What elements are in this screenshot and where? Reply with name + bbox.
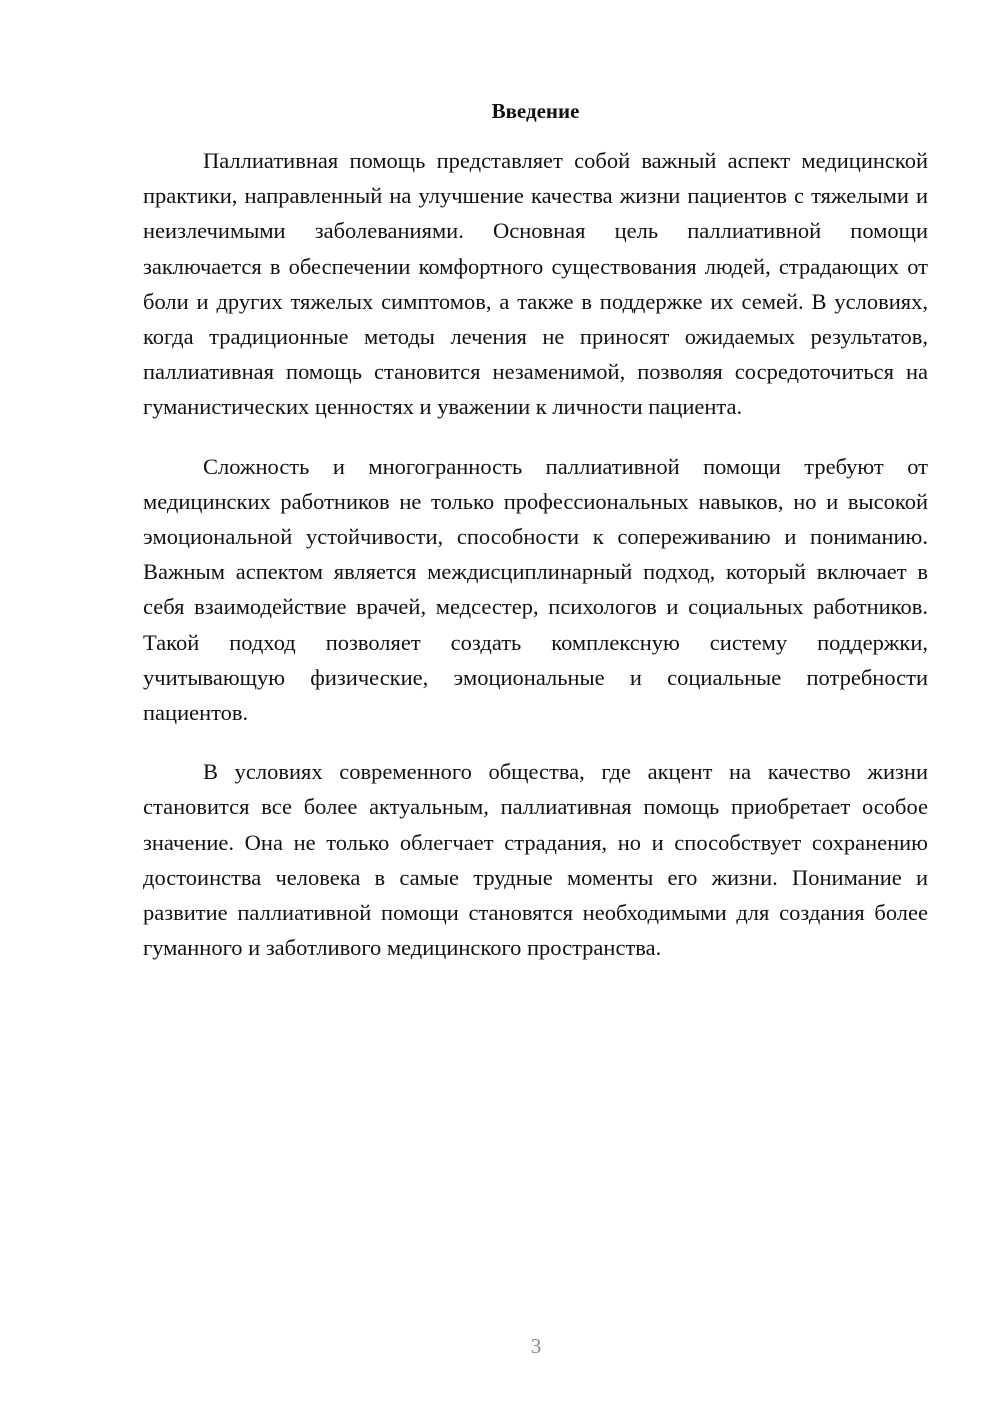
document-body [143,143,928,989]
paragraph-3: В условиях современного общества, где акцент на качество жизни становится все более актуальным, паллиативная помощь приобретает особое значение. Она не только облегчает страдания, но и способствует сохранению достоинства человека в самые трудные моменты его жизни. Понимание и развитие паллиативной помощи становятся необходимыми для создания более гуманного и заботливого медицинского пространства. [143,759,928,961]
paragraph-1: Паллиативная помощь представляет собой важный аспект медицинской практики, направленный на улучшение качества жизни пациентов с тяжелыми и неизлечимыми заболеваниями. Основная цель паллиативной помощи заключается в обеспечении комфортного существования людей, страдающих от боли и других тяжелых симптомов, а также в поддержке их семей. В условиях, когда традиционные методы лечения не приносят ожидаемых результатов, паллиативная помощь становится незаменимой, позволяя сосредоточиться на гуманистических ценностях и уважении к личности пациента. [143,148,928,420]
paragraph-2: Сложность и многогранность паллиативной помощи требуют от медицинских работников не только профессиональных навыков, но и высокой эмоциональной устойчивости, способности к сопереживанию и пониманию. Важным аспектом является междисциплинарный подход, который включает в себя взаимодействие врачей, медсестер, психологов и социальных работников. Такой подход позволяет создать комплексную систему поддержки, учитывающую физические, эмоциональные и социальные потребности пациентов. [143,453,928,726]
page-number: 3 [530,1334,542,1358]
page-title: Введение [491,99,580,123]
